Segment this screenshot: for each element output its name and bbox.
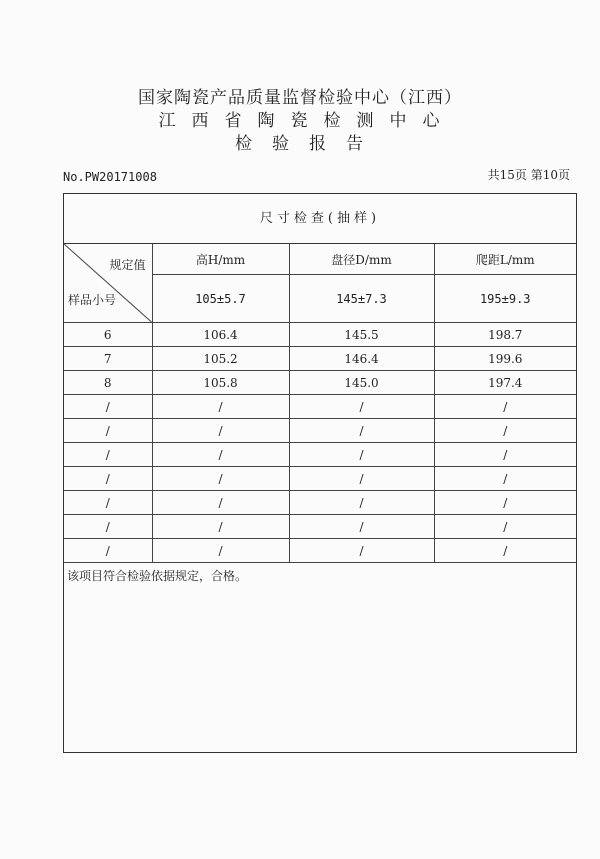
cell-value: / bbox=[289, 419, 434, 443]
conclusion-note: 该项目符合检验依据规定，合格。 bbox=[67, 569, 248, 583]
cell-value: / bbox=[434, 467, 576, 491]
sample-id: / bbox=[64, 539, 152, 563]
cell-value: / bbox=[152, 539, 289, 563]
cell-value: / bbox=[152, 515, 289, 539]
table-row bbox=[64, 323, 576, 347]
cell-value: 105.8 bbox=[152, 371, 289, 395]
cell-value: / bbox=[289, 467, 434, 491]
table-row bbox=[64, 515, 576, 539]
sample-id: / bbox=[64, 515, 152, 539]
sample-id: / bbox=[64, 467, 152, 491]
cell-value: / bbox=[289, 539, 434, 563]
cell-value: / bbox=[152, 395, 289, 419]
report-header bbox=[0, 86, 600, 156]
sample-id: 7 bbox=[64, 347, 152, 371]
cell-value: / bbox=[152, 491, 289, 515]
table-row bbox=[64, 491, 576, 515]
cell-value: / bbox=[289, 491, 434, 515]
sample-label: 样品小号 bbox=[68, 293, 117, 307]
cell-value: 146.4 bbox=[289, 347, 434, 371]
table-row bbox=[64, 467, 576, 491]
sample-id: 8 bbox=[64, 371, 152, 395]
cell-value: / bbox=[434, 443, 576, 467]
cell-value: / bbox=[152, 419, 289, 443]
spec-label: 规定值 bbox=[109, 258, 146, 272]
table-row bbox=[64, 347, 576, 371]
col-header-height: 高H/mm bbox=[152, 244, 289, 275]
cell-value: 106.4 bbox=[152, 323, 289, 347]
sample-id: / bbox=[64, 395, 152, 419]
spec-creepage: 195±9.3 bbox=[434, 275, 576, 323]
cell-value: 145.0 bbox=[289, 371, 434, 395]
cell-value: 145.5 bbox=[289, 323, 434, 347]
sample-id: / bbox=[64, 419, 152, 443]
report-type: 检验报告 bbox=[235, 134, 383, 154]
cell-value: 197.4 bbox=[434, 371, 576, 395]
col-header-creepage: 爬距L/mm bbox=[434, 244, 576, 275]
table-row bbox=[64, 419, 576, 443]
cell-value: 199.6 bbox=[434, 347, 576, 371]
institution-name: 国家陶瓷产品质量监督检验中心（江西） bbox=[138, 88, 462, 108]
cell-value: / bbox=[289, 443, 434, 467]
table-row bbox=[64, 539, 576, 563]
report-frame bbox=[63, 193, 577, 753]
page-info: 共15页 第10页 bbox=[487, 168, 570, 182]
table-row bbox=[64, 443, 576, 467]
cell-value: / bbox=[434, 515, 576, 539]
cell-value: / bbox=[152, 467, 289, 491]
table-row bbox=[64, 371, 576, 395]
cell-value: / bbox=[152, 443, 289, 467]
spec-height: 105±5.7 bbox=[152, 275, 289, 323]
corner-cell bbox=[64, 244, 152, 323]
sample-id: / bbox=[64, 443, 152, 467]
center-name: 江西省陶瓷检测中心 bbox=[158, 111, 456, 131]
cell-value: 198.7 bbox=[434, 323, 576, 347]
cell-value: / bbox=[289, 395, 434, 419]
cell-value: 105.2 bbox=[152, 347, 289, 371]
table-row bbox=[64, 395, 576, 419]
sample-id: 6 bbox=[64, 323, 152, 347]
report-number: No.PW20171008 bbox=[63, 170, 157, 184]
section-title: 尺寸检查(抽样) bbox=[64, 194, 576, 244]
sample-id: / bbox=[64, 491, 152, 515]
cell-value: / bbox=[434, 491, 576, 515]
spec-diameter: 145±7.3 bbox=[289, 275, 434, 323]
cell-value: / bbox=[434, 539, 576, 563]
cell-value: / bbox=[434, 395, 576, 419]
dimension-table bbox=[64, 244, 576, 563]
cell-value: / bbox=[289, 515, 434, 539]
col-header-diameter: 盘径D/mm bbox=[289, 244, 434, 275]
cell-value: / bbox=[434, 419, 576, 443]
